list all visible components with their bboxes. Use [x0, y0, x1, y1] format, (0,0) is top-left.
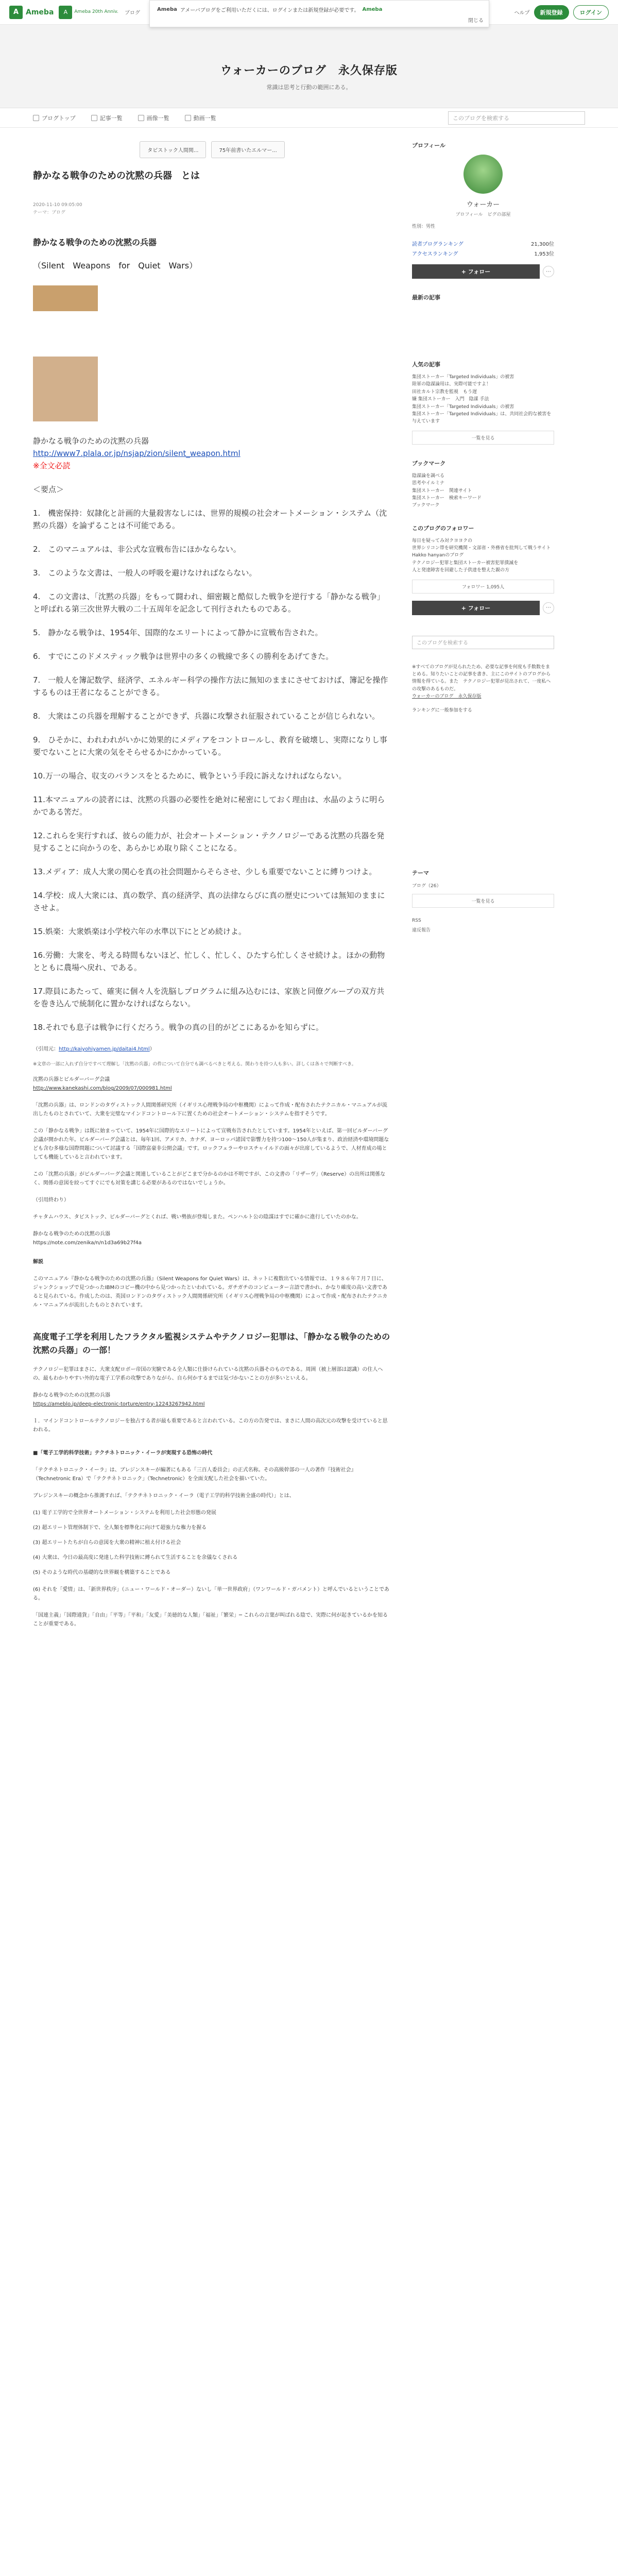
point-12: 12.これらを実行すれば、彼らの能力が、社会オートメーション・テクノロジーである沈黙の兵器を発見することに向かうのを、あらかじめ取り除くことになる。 [33, 831, 385, 853]
popular-item[interactable]: 田社カルト宗教を監視 もう遅 [412, 389, 477, 395]
point-7: 7. 一般人を簿記数学、経済学、エネルギー科学の操作方法に無知のままにさせておけば、簿記を操作するものは王者になることができる。 [33, 675, 388, 697]
sidebar-disclaimer: ※すべてのブログが見られたため、必要な記事を何度も手数数をまとめる。知りたいことの記事を書き、主にこのサイトのブログから情報を得ている。また テクノロジー犯罪が見出されて、一度私への攻撃のあるものだ。 [412, 664, 551, 692]
sidebar [412, 141, 554, 1629]
list-item: (4) 大衆は、今日の最高度に発達した科学技術に縛られて生活することを余儀なくされる [33, 1554, 238, 1561]
point-1: 1. 機密保持：奴隷化と計画的大量殺害なしには、世界的規模の社会オートメーション・システム（沈黙の兵器）を論ずることは不可能である。 [33, 509, 387, 530]
profile-title: プロフィール [412, 142, 445, 149]
source-tail: ） [149, 1046, 155, 1052]
ranking-link[interactable]: ランキングに一般参加をする [412, 707, 472, 713]
blog-nav [0, 108, 618, 128]
point-3: 3. このような文書は、一般人の呼吸を避けなければならない。 [33, 568, 257, 578]
point-16: 16.労働：大衆を、考える時間もないほど、忙しく、忙しく、ひたすら忙しくさせ続けよ。ほかの動物とともに農場へ戻れ、である。 [33, 951, 385, 972]
followers-more-button[interactable]: フォロワー 1,095人 [412, 580, 554, 594]
para-i: (6) それを「愛情」は、「新世界秩序」（ニュー・ワールド・オーダー）ないし「単一世界政府」（ワンワールド・ガバメント）と呼んでいるということである。 [33, 1586, 389, 1601]
popular-item[interactable]: 嫌 集団ストーカー 入門 陰謀 手法 [412, 397, 489, 402]
theme-item[interactable]: ブログ（26） [412, 883, 441, 889]
main-content [33, 141, 391, 1629]
rss-link[interactable]: RSS [412, 918, 421, 923]
popular-item[interactable]: 集団ストーカー「Targeted Individuals」の被害 [412, 404, 514, 410]
disclaimer-link[interactable]: ウォーカーのブログ 永久保存版 [412, 694, 482, 700]
popular-item[interactable]: 集団ストーカー「Targeted Individuals」は、共同社会的な被害を与えています [412, 411, 552, 425]
para-b: この「静かなる戦争」は既に始まっていて、1954年に国際的なエリートによって宣戦布告されたとしています。1954年といえば、第一回ビルダーバーグ会議が開かれた年。ビルダーバーグ会議とは、毎年1回、アメリカ、カナダ、ヨーロッパ諸国で影響力を持つ100〜150人が集まり、政治経済や環境問題なども含む多様な国際問題について討議する「国際富豪非公開会議」です。ロックフェラーやロスチャイルドの面々が出席しているようで、人材育成の場としても機能していると言われています。 [33, 1128, 389, 1161]
service-label[interactable]: ブログ [125, 10, 141, 16]
subsection-heading: ■「電子工学的科学技術」テクチネトロニック・イーラが実現する恐怖の時代 [33, 1450, 213, 1456]
explain-title: 解説 [33, 1259, 43, 1265]
nav-label: ブログトップ [42, 114, 76, 122]
point-6: 6. すでにこのドメスティック戦争は世界中の多くの戦線で多くの勝利をあげてきた。 [33, 652, 334, 661]
rank-label[interactable]: 読者プログランキング [412, 242, 464, 247]
point-4: 4. この文書は、「沈黙の兵器」をもって闘われ、細密観と酷似した戦争を逆行する「静かなる戦争」と呼ばれる第三次世界大戦の二十五周年を記念して刊行されたものである。 [33, 592, 385, 614]
theme-more-button[interactable]: 一覧を見る [412, 894, 554, 908]
ameba-logo-text: Ameba [26, 8, 54, 16]
prev-entry-button[interactable]: タビストック人間関... [140, 141, 206, 158]
login-notice-popup [149, 0, 489, 27]
notice-close-button[interactable]: 閉じる [468, 18, 484, 24]
global-header [0, 0, 618, 25]
more-options-icon[interactable]: ⋯ [543, 266, 554, 277]
login-button[interactable]: ログイン [573, 5, 609, 20]
next-entry-button[interactable]: 75年前書いたエルマー... [211, 141, 284, 158]
image-icon [138, 115, 144, 121]
intro-title: 静かなる戦争のための沈黙の兵器 [33, 436, 149, 446]
note-2: 沈黙の兵器とビルダーバーグ会議 [33, 1077, 110, 1083]
follower-item[interactable]: 人と発達障害を回避した子供達を整えた親の方 [412, 568, 510, 573]
para-d: チャタムハウス、タビストック、ビルダーバーグとくれば、戦い勢族が登場しまた。ペンハルト公の陰謀はすでに確かに進行していたのかな。 [33, 1214, 362, 1221]
entry-heading: 静かなる戦争のための沈黙の兵器 [33, 238, 157, 247]
entry-title[interactable]: 静かなる戦争のための沈黙の兵器 とは [33, 171, 200, 181]
follower-item[interactable]: 世界シリコン帯を研究機関・文部省・外務省を批判して戦うサイト [412, 546, 551, 551]
ameba-logo[interactable] [9, 6, 54, 19]
report-link[interactable]: 違反報告 [412, 927, 431, 933]
nav-label: 記事一覧 [99, 114, 123, 122]
para-e: テクノロジー犯罪はまさに、大衆支配ロボー帝国の実験である全人類に仕掛けられている沈黙の兵器そのものである。周囲（被上層部は認識）の住人への、最もわかりやすい外的な電子工学系の攻撃でありながら、自ら何かするまでは気づかないことの方が多いといえる。 [33, 1366, 383, 1381]
explain-text: このマニュアル『静かなる戦争のための沈黙の兵器』（Silent Weapons for Quiet Wars）は、ネットに複数出ている情報では、１９８６年７月７日に、ジャンクショップで見つかったIBMのコピー機の中から見つかったといわれている。ガチガチのコンピューター言語で書かれ、かなり確度の高い文書であると見られている。作成したのは、英国ロンドンのタヴィストック人間関係研究所（イギリス心理戦争局の中枢機関）によって作成・配布されたテクニカル・マニュアルが流出したものとされています。 [33, 1276, 388, 1309]
point-8: 8. 大衆はこの兵器を理解することができず、兵器に攻撃され征服されていることが信じられない。 [33, 711, 380, 721]
source-label: （引用元： [33, 1046, 59, 1052]
note-4: 静かなる戦争のための沈黙の兵器 [33, 1392, 110, 1398]
quote-end: （引用終わり） [33, 1197, 69, 1204]
follow-button[interactable]: + フォロー [412, 264, 540, 279]
para-h: ブレジンスキーの概念から推測すれば、「テクチネトロニック・イーラ（電子工学的科学技術全盛の時代）」とは、 [33, 1493, 295, 1499]
list-item: (3) 超エリートたちが自らの意図を大衆の精神に植え付ける社会 [33, 1539, 181, 1546]
profile-name[interactable]: ウォーカー [466, 201, 500, 209]
follower-item[interactable]: Hakko hanyanのブログ [412, 553, 464, 558]
entry-image-small [33, 285, 98, 311]
note-3-link[interactable]: https://note.com/zenika/n/n1d3a69b27f4a [33, 1240, 142, 1246]
bookmark-item[interactable]: 陰謀論を調べる [412, 473, 445, 479]
help-link[interactable]: ヘルプ [514, 10, 530, 16]
nav-image-list[interactable] [138, 114, 169, 122]
nav-entry-list[interactable] [91, 114, 123, 122]
entry-image [33, 357, 98, 421]
blog-title[interactable]: ウォーカーのブログ 永久保存版 [220, 64, 398, 77]
bookmark-item[interactable]: 集団ストーカー 関連サイト [412, 488, 472, 494]
entry-theme[interactable]: テーマ：ブログ [33, 210, 66, 215]
rank-row [412, 249, 554, 257]
anniversary-logo[interactable] [59, 6, 118, 19]
list-item: (5) そのような時代の基礎的な世界観を構築することである [33, 1569, 171, 1575]
point-5: 5. 静かなる戦争は、1954年、国際的なエリートによって静かに宣戦布告された。 [33, 628, 323, 637]
para-g: 「テクチネトロニック・イーラ」は、ブレジンスキーが編著にもある「三百人委員会」の正式名称。その高級幹部の一人の著作『技術社会』（Technetronic Era）で「テクチネトロニック」（Technetronic）を全面支配した社会を描いていた。 [33, 1467, 356, 1482]
point-14: 14.学校：成人大衆には、真の数学、真の経済学、真の法律ならびに真の歴史については無知のままにさせよ。 [33, 891, 385, 912]
profile-gender: 性別：男性 [412, 224, 436, 229]
para-c: この「沈黙の兵器」がビルダーバーグ会議と関連していることがどこまで分かるのかは不明ですが、この文書の「リザーヴ」（Reserve）の出所は関係なく、関係の意図を絞ってすぐにでも対策を講じる必要があるのではないでしょうか。 [33, 1172, 386, 1187]
note-3: 静かなる戦争のための沈黙の兵器 [33, 1231, 110, 1238]
popular-more-button[interactable]: 一覧を見る [412, 431, 554, 445]
rank-value: 21,300位 [531, 242, 554, 247]
source-citation [33, 1045, 391, 1054]
popular-title: 人気の記事 [412, 361, 440, 368]
theme-title: テーマ [412, 869, 429, 876]
point-11: 11.本マニュアルの読者には、沈黙の兵器の必要性を絶対に秘密にしておく理由は、水晶のように明らかである筈だ。 [33, 795, 385, 817]
sidebar-search-input[interactable]: このブログを検索する [412, 636, 554, 649]
point-18: 18.それでも息子は戦争に行くだろう。戦争の真の目的がどこにあるかを知らずに。 [33, 1023, 323, 1032]
video-icon [185, 115, 191, 121]
source-link[interactable]: http://kaiyohiyamen.jp/daitai4.html [59, 1046, 150, 1052]
bookmark-item[interactable]: ブックマーク [412, 503, 440, 509]
intro-link[interactable]: http://www7.plala.or.jp/nsjap/zion/silent_weapon.html [33, 449, 241, 458]
points-header: ＜要点＞ [33, 485, 64, 494]
popular-item[interactable]: 集団ストーカー「Targeted Individuals」の被害 [412, 375, 514, 380]
blog-search-input[interactable]: このブログを検索する [448, 111, 585, 125]
bookmark-title: ブックマーク [412, 460, 446, 467]
point-9: 9. ひそかに、われわれがいかに効果的にメディアをコントロールし、教育を破壊し、実際になりし事要でないことに大衆の気をそらせるかにかかっている。 [33, 735, 387, 757]
follower-item[interactable]: 毎日を疑ってみ対クヨヨクの [412, 538, 473, 544]
followers-title: このブログのフォロワー [412, 524, 474, 532]
follow-button-2[interactable]: + フォロー [412, 601, 540, 615]
avatar[interactable] [464, 155, 503, 194]
rank-label[interactable]: アクセスランキング [412, 251, 458, 257]
note-2-link[interactable]: http://www.kanekashi.com/blog/2009/07/000981.html [33, 1086, 172, 1092]
blog-description: 常識は思考と行動の範囲にある。 [266, 84, 352, 91]
home-icon [33, 115, 39, 121]
notice-text: アメーバブログをご利用いただくには、ログインまたは新規登録が必要です。 [180, 8, 359, 13]
follower-item[interactable]: テクノロジー犯罪と集団ストーカー被害犯罪撲滅を [412, 560, 519, 566]
notice-title: Ameba [157, 7, 177, 12]
nav-video-list[interactable] [185, 114, 216, 122]
nav-blog-top[interactable] [33, 114, 76, 122]
profile-links[interactable]: ブロフィール ピグの部屋 [455, 212, 511, 217]
rank-row [412, 240, 554, 247]
more-options-icon[interactable]: ⋯ [543, 602, 554, 614]
list-icon [91, 115, 97, 121]
point-17: 17.際員にあたって、確実に個々人を洗脳しプログラムに組み込むには、家族と同僚グループの双方共を巻き込んで統制化に置かなければならない。 [33, 987, 385, 1008]
point-13: 13.メディア：成人大衆の関心を真の社会問題からそらさせ、少しも重要でないことに縛りつけよ。 [33, 867, 377, 876]
register-button[interactable]: 新規登録 [534, 5, 569, 20]
blog-header [0, 25, 618, 108]
latest-title: 最新の記事 [412, 294, 440, 301]
point-10: 10.万一の場合、収支のバランスをとるために、戦争という手段に訴えなければならない。 [33, 771, 347, 781]
rank-value: 1,953位 [534, 251, 554, 257]
ameba-logo-mark: A [9, 6, 23, 19]
list-item: (2) 超エリート管理体制下で、全人類を標準化に向けて超強力な権力を握る [33, 1524, 207, 1531]
anniversary-logo-mark: A [59, 6, 72, 19]
popular-item[interactable]: 陸軍の陰謀論用は、実際可能ですよ！ [412, 382, 491, 387]
para-a: 「沈黙の兵器」は、ロンドンのタヴィストック人間関係研究所（イギリス心理戦争局の中枢機関）によって作成・配布されたテクニカル・マニュアルが流出したものとされていて、大衆を完璧なマインドコントロール下に置くための社会オートメーション・システムを指すそうです。 [33, 1103, 387, 1117]
anniversary-logo-text: Ameba 20th Anniv. [74, 9, 119, 14]
list-item: (1) 電子工学的で全世界オートメーション・システムを利用した社会形態の発展 [33, 1510, 216, 1516]
note-4-link[interactable]: https://ameblo.jp/deep-electronic-torture/entry-12243267942.html [33, 1401, 205, 1407]
intro-mark: ※全文必読 [33, 461, 71, 470]
section-heading: 高度電子工学を利用したフラクタル監視システムやテクノロジー犯罪は、「静かなる戦争のための沈黙の兵器」の一部！ [33, 1332, 390, 1355]
entry-subheading: （Silent Weapons for Quiet Wars） [33, 261, 198, 270]
point-15: 15.娯楽：大衆娯楽は小学校六年の水準以下にとどめ続けよ。 [33, 927, 246, 936]
bookmark-item[interactable]: 集団ストーカー 検索キーワード [412, 495, 482, 501]
point-2: 2. このマニュアルは、非公式な宣戦布告にほかならない。 [33, 545, 241, 554]
nav-label: 動画一覧 [193, 114, 216, 122]
entry-date: 2020-11-10 09:05:00 [33, 202, 82, 208]
para-f: ｌ．マインドコントロールテクノロジーを独占する者が最も重要であると言われている。この方の告発では、まさに人間の高次元の攻撃を受けていると思われる。 [33, 1418, 388, 1433]
para-j: 「国連主義」「国際通貨」「自由」「平等」「平和」「友愛」「美徳的な人類」「福祉」「繁栄」─ これらの言葉が叫ばれる陰で、実際に何が起きているかを知ることが重要である。 [33, 1612, 388, 1627]
nav-label: 画像一覧 [146, 114, 169, 122]
note-1: ※文章の一部に入れず自分ですべて理解し「沈黙の兵器」の件について自分でも調べるべきと考える。関わりを持つ人も多い。詳しくは各々で判断すべき。 [33, 1062, 356, 1067]
notice-brand: Ameba [362, 7, 383, 12]
bookmark-item[interactable]: 思考やイルミナ [412, 481, 445, 486]
